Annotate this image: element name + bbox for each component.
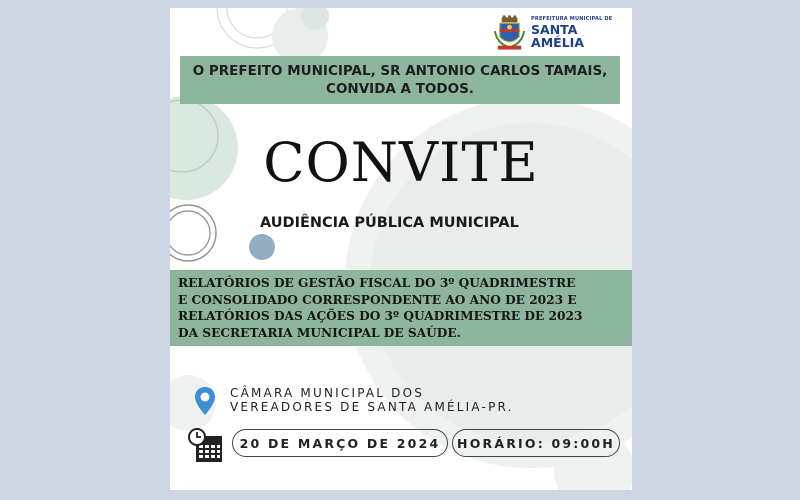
municipality-logo [492,14,632,52]
event-subtitle: AUDIÊNCIA PÚBLICA MUNICIPAL [260,215,519,231]
coat-of-arms-icon [492,15,527,51]
logo-title: SANTA AMÉLIA [531,22,584,50]
agenda-line: E CONSOLIDADO CORRESPONDENTE AO ANO DE 2023 E [178,292,577,307]
deco-circle [249,234,275,260]
page-title: CONVITE [263,131,539,194]
agenda-line: RELATÓRIOS DE GESTÃO FISCAL DO 3º QUADRIMESTRE [178,276,576,290]
logo-subtitle: PREFEITURA MUNICIPAL DE [531,16,613,22]
invitation-card [170,8,632,490]
event-location [194,386,514,416]
banner-line: CONVIDA A TODOS. [326,81,474,97]
agenda-line: DA SECRETARIA MUNICIPAL DE SAÚDE. [178,325,461,340]
event-date-badge: 20 DE MARÇO DE 2024 [232,429,448,457]
location-line: CÂMARA MUNICIPAL DOS [230,386,425,400]
agenda-line: RELATÓRIOS DAS AÇÕES DO 3º QUADRIMESTRE DE 2023 [178,309,583,323]
location-line: VEREADORES DE SANTA AMÉLIA-PR. [230,400,514,414]
mayor-invitation-banner [180,56,620,104]
banner-line: O PREFEITO MUNICIPAL, SR ANTONIO CARLOS TAMAIS, [192,63,608,79]
deco-circle [170,211,210,255]
location-pin-icon [194,386,216,416]
event-time-badge: HORÁRIO: 09:00H [452,429,620,457]
agenda-banner [170,270,632,346]
calendar-clock-icon [188,428,224,464]
